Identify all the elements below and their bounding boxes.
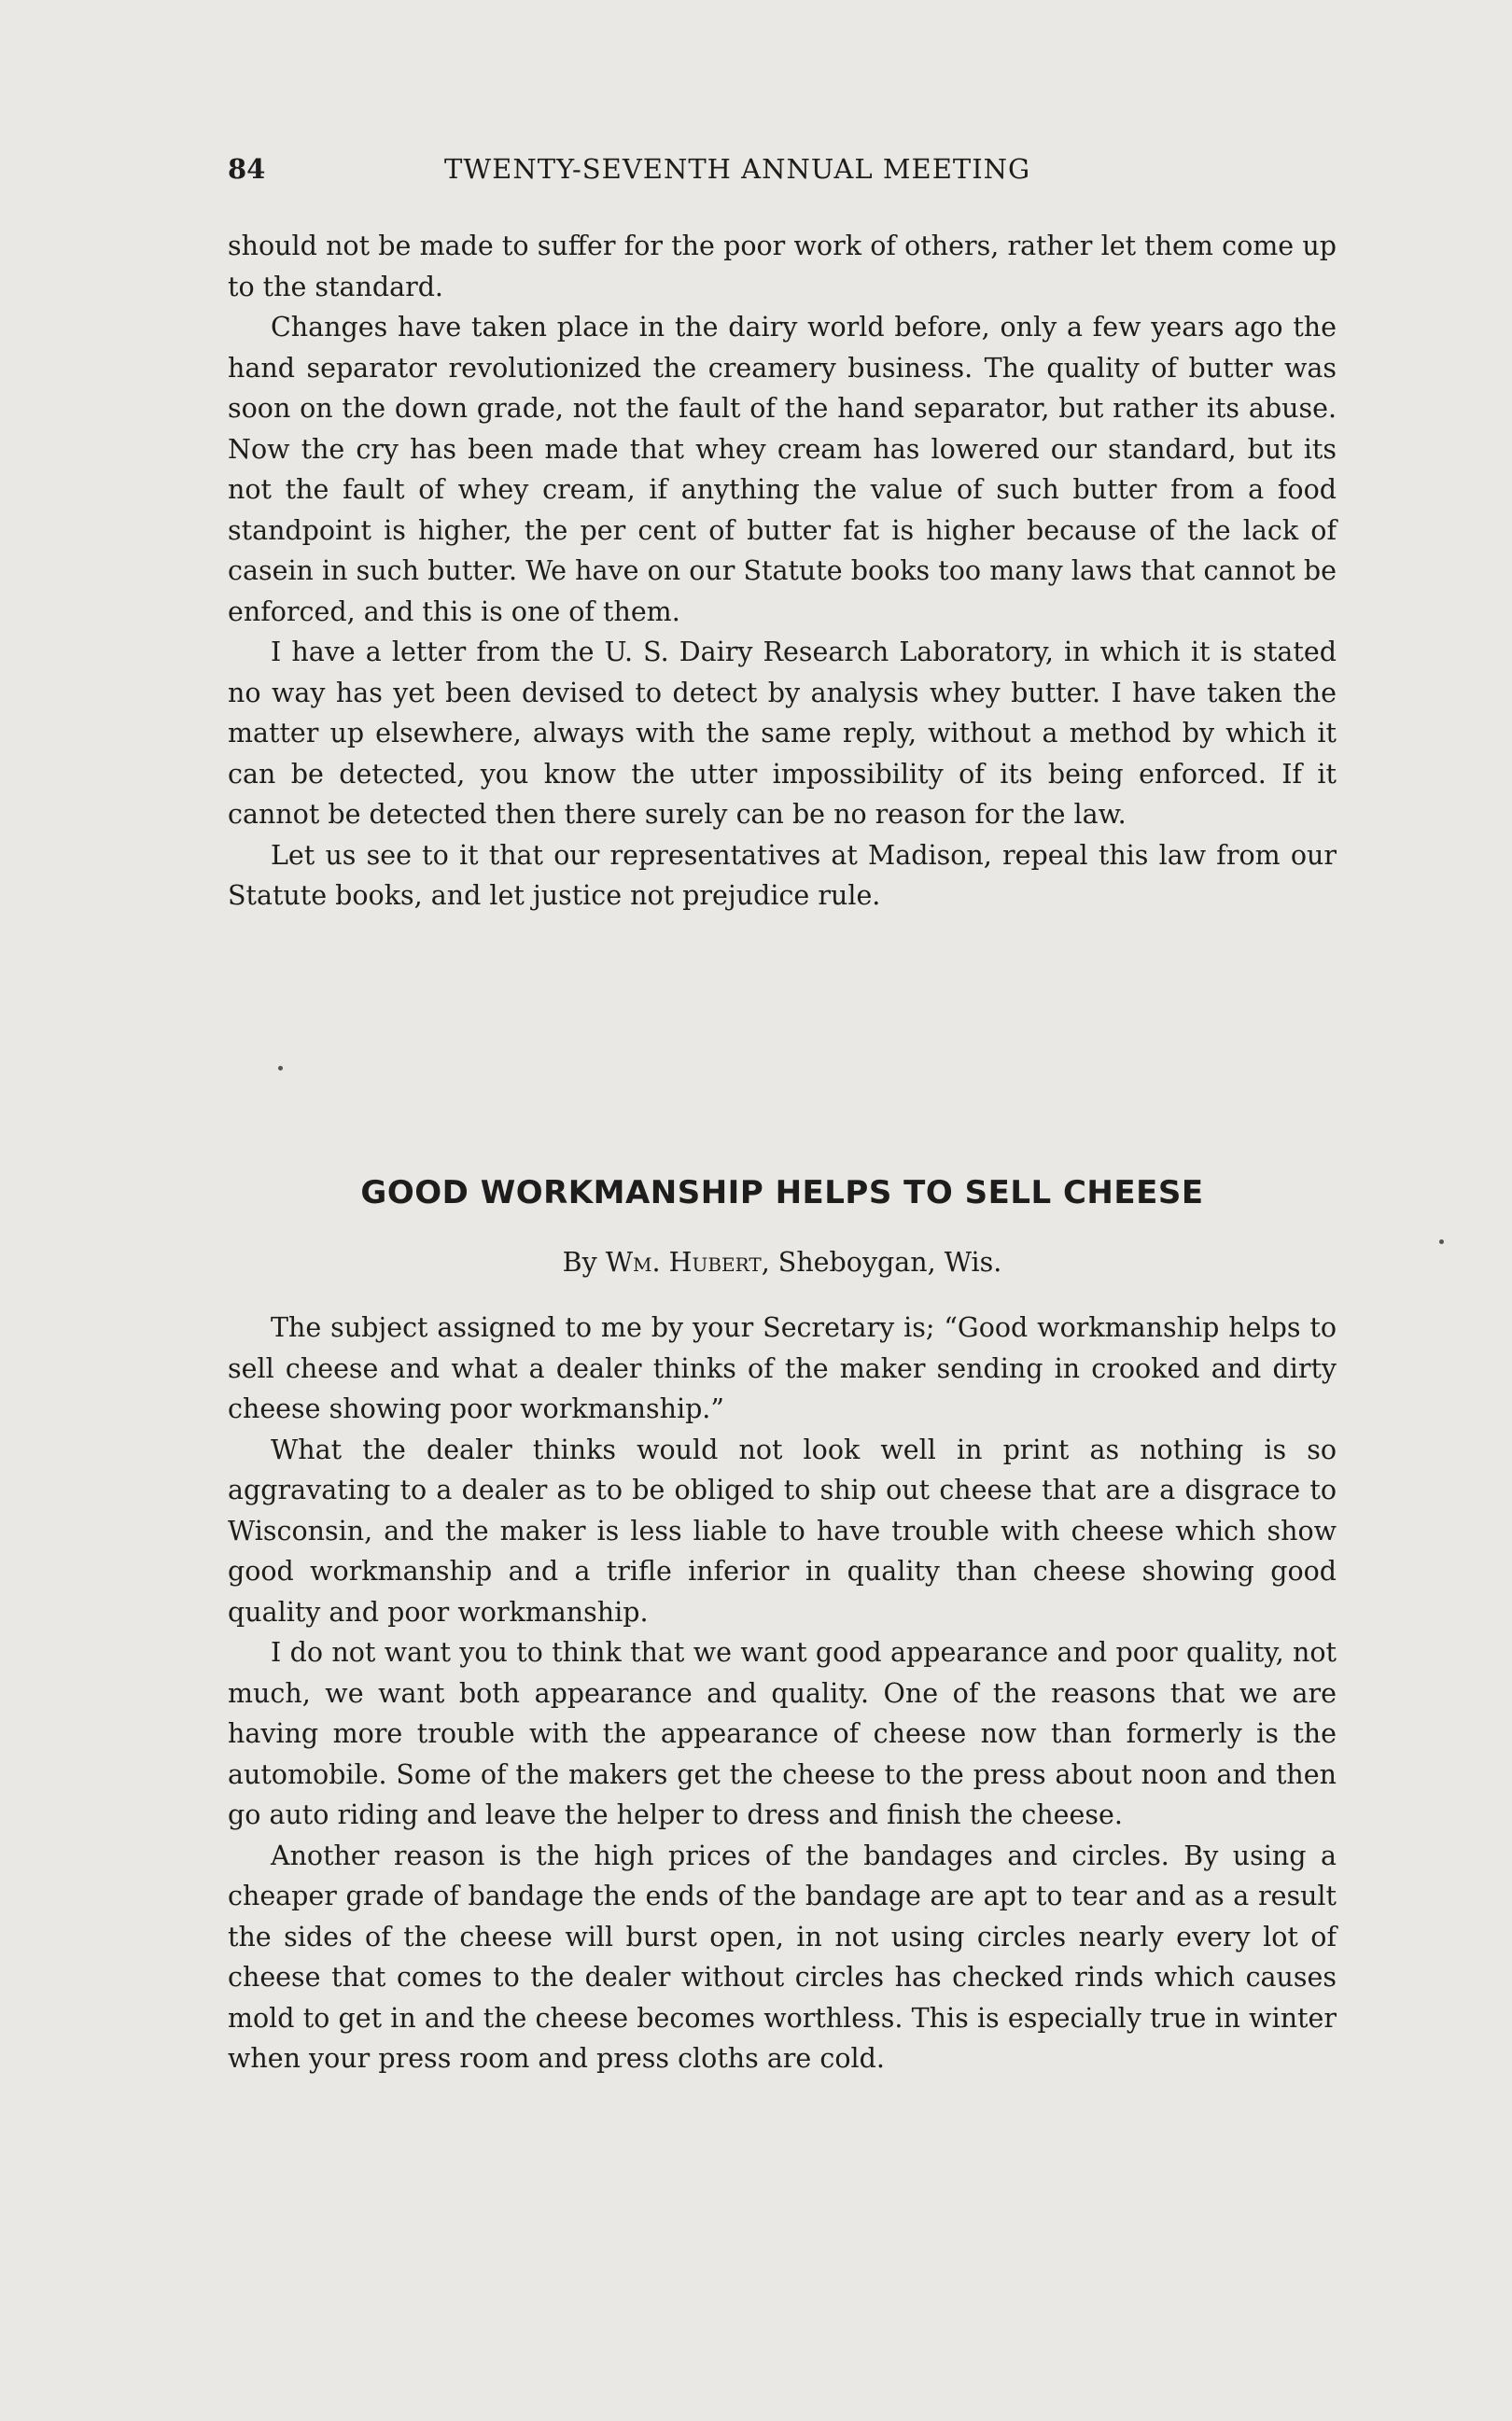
paragraph: What the dealer thinks would not look well in print as nothing is so aggravating to a dealer as to be obliged to ship out cheese that are a disgrace to Wisconsin, and the maker is less liable to have trouble with cheese which show good workmanship and a trifle inferior in quality than cheese showing good quality and poor workmanship. — [228, 1434, 1337, 1628]
byline-author: Wm. Hubert — [605, 1247, 762, 1278]
page-header — [228, 149, 1161, 196]
byline-location: , Sheboygan, Wis. — [761, 1247, 1002, 1278]
article-title: GOOD WORKMANSHIP HELPS TO SELL CHEESE — [360, 1174, 1204, 1211]
paragraph: I have a letter from the U. S. Dairy Research Laboratory, in which it is stated no way has yet been devised to detect by analysis whey butter. I have taken the matter up elsewhere, always with the same reply, without a method by which it can be detected, you know the utter impossibility of its being enforced. If it cannot be detected then there surely can be no reason for the law. — [228, 637, 1337, 830]
running-head: TWENTY-SEVENTH ANNUAL MEETING — [444, 153, 1031, 185]
paragraph: Another reason is the high prices of the bandages and circles. By using a cheaper grade of bandage the ends of the bandage are apt to tear and as a result the sides of the cheese will burst open, in not using circles nearly every lot of cheese that comes to the dealer without circles has checked rinds which causes mold to get in and the cheese becomes worthless. This is especially true in winter when your press room and press cloths are cold. — [228, 1840, 1337, 2074]
paragraph: should not be made to suffer for the poor work of others, rather let them come up to the standard. — [228, 231, 1337, 302]
page-number: 84 — [228, 153, 266, 185]
paragraph: I do not want you to think that we want good appearance and poor quality, not much, we want both appearance and quality. One of the reasons that we are having more trouble with the appearance of cheese now than formerly is the automobile. Some of the makers get the cheese to the press about noon and then go auto riding and leave the helper to dress and finish the cheese. — [228, 1637, 1337, 1830]
scan-speck — [278, 1066, 283, 1071]
paragraph: Changes have taken place in the dairy world before, only a few years ago the hand separator revolutionized the creamery business. The quality of butter was soon on the down grade, not the fault of the hand separator, but rather its abuse. Now the cry has been made that whey cream has lowered our standard, but its not the fault of whey cream, if anything the value of such butter from a food standpoint is higher, the per cent of butter fat is higher because of the lack of casein in such butter. We have on our Statute books too many laws that cannot be enforced, and this is one of them. — [228, 312, 1337, 627]
article-body — [228, 1308, 1337, 2079]
scan-speck — [1439, 1239, 1444, 1244]
paragraph: Let us see to it that our representatives at Madison, repeal this law from our Statute books, and let justice not prejudice rule. — [228, 839, 1337, 911]
byline-prefix: By — [562, 1247, 606, 1278]
continued-text — [228, 226, 1337, 917]
paragraph: The subject assigned to me by your Secretary is; “Good workmanship helps to sell cheese and what a dealer thinks of the maker sending in crooked and dirty cheese showing poor workmanship.” — [228, 1312, 1337, 1424]
byline — [228, 1247, 1337, 1278]
